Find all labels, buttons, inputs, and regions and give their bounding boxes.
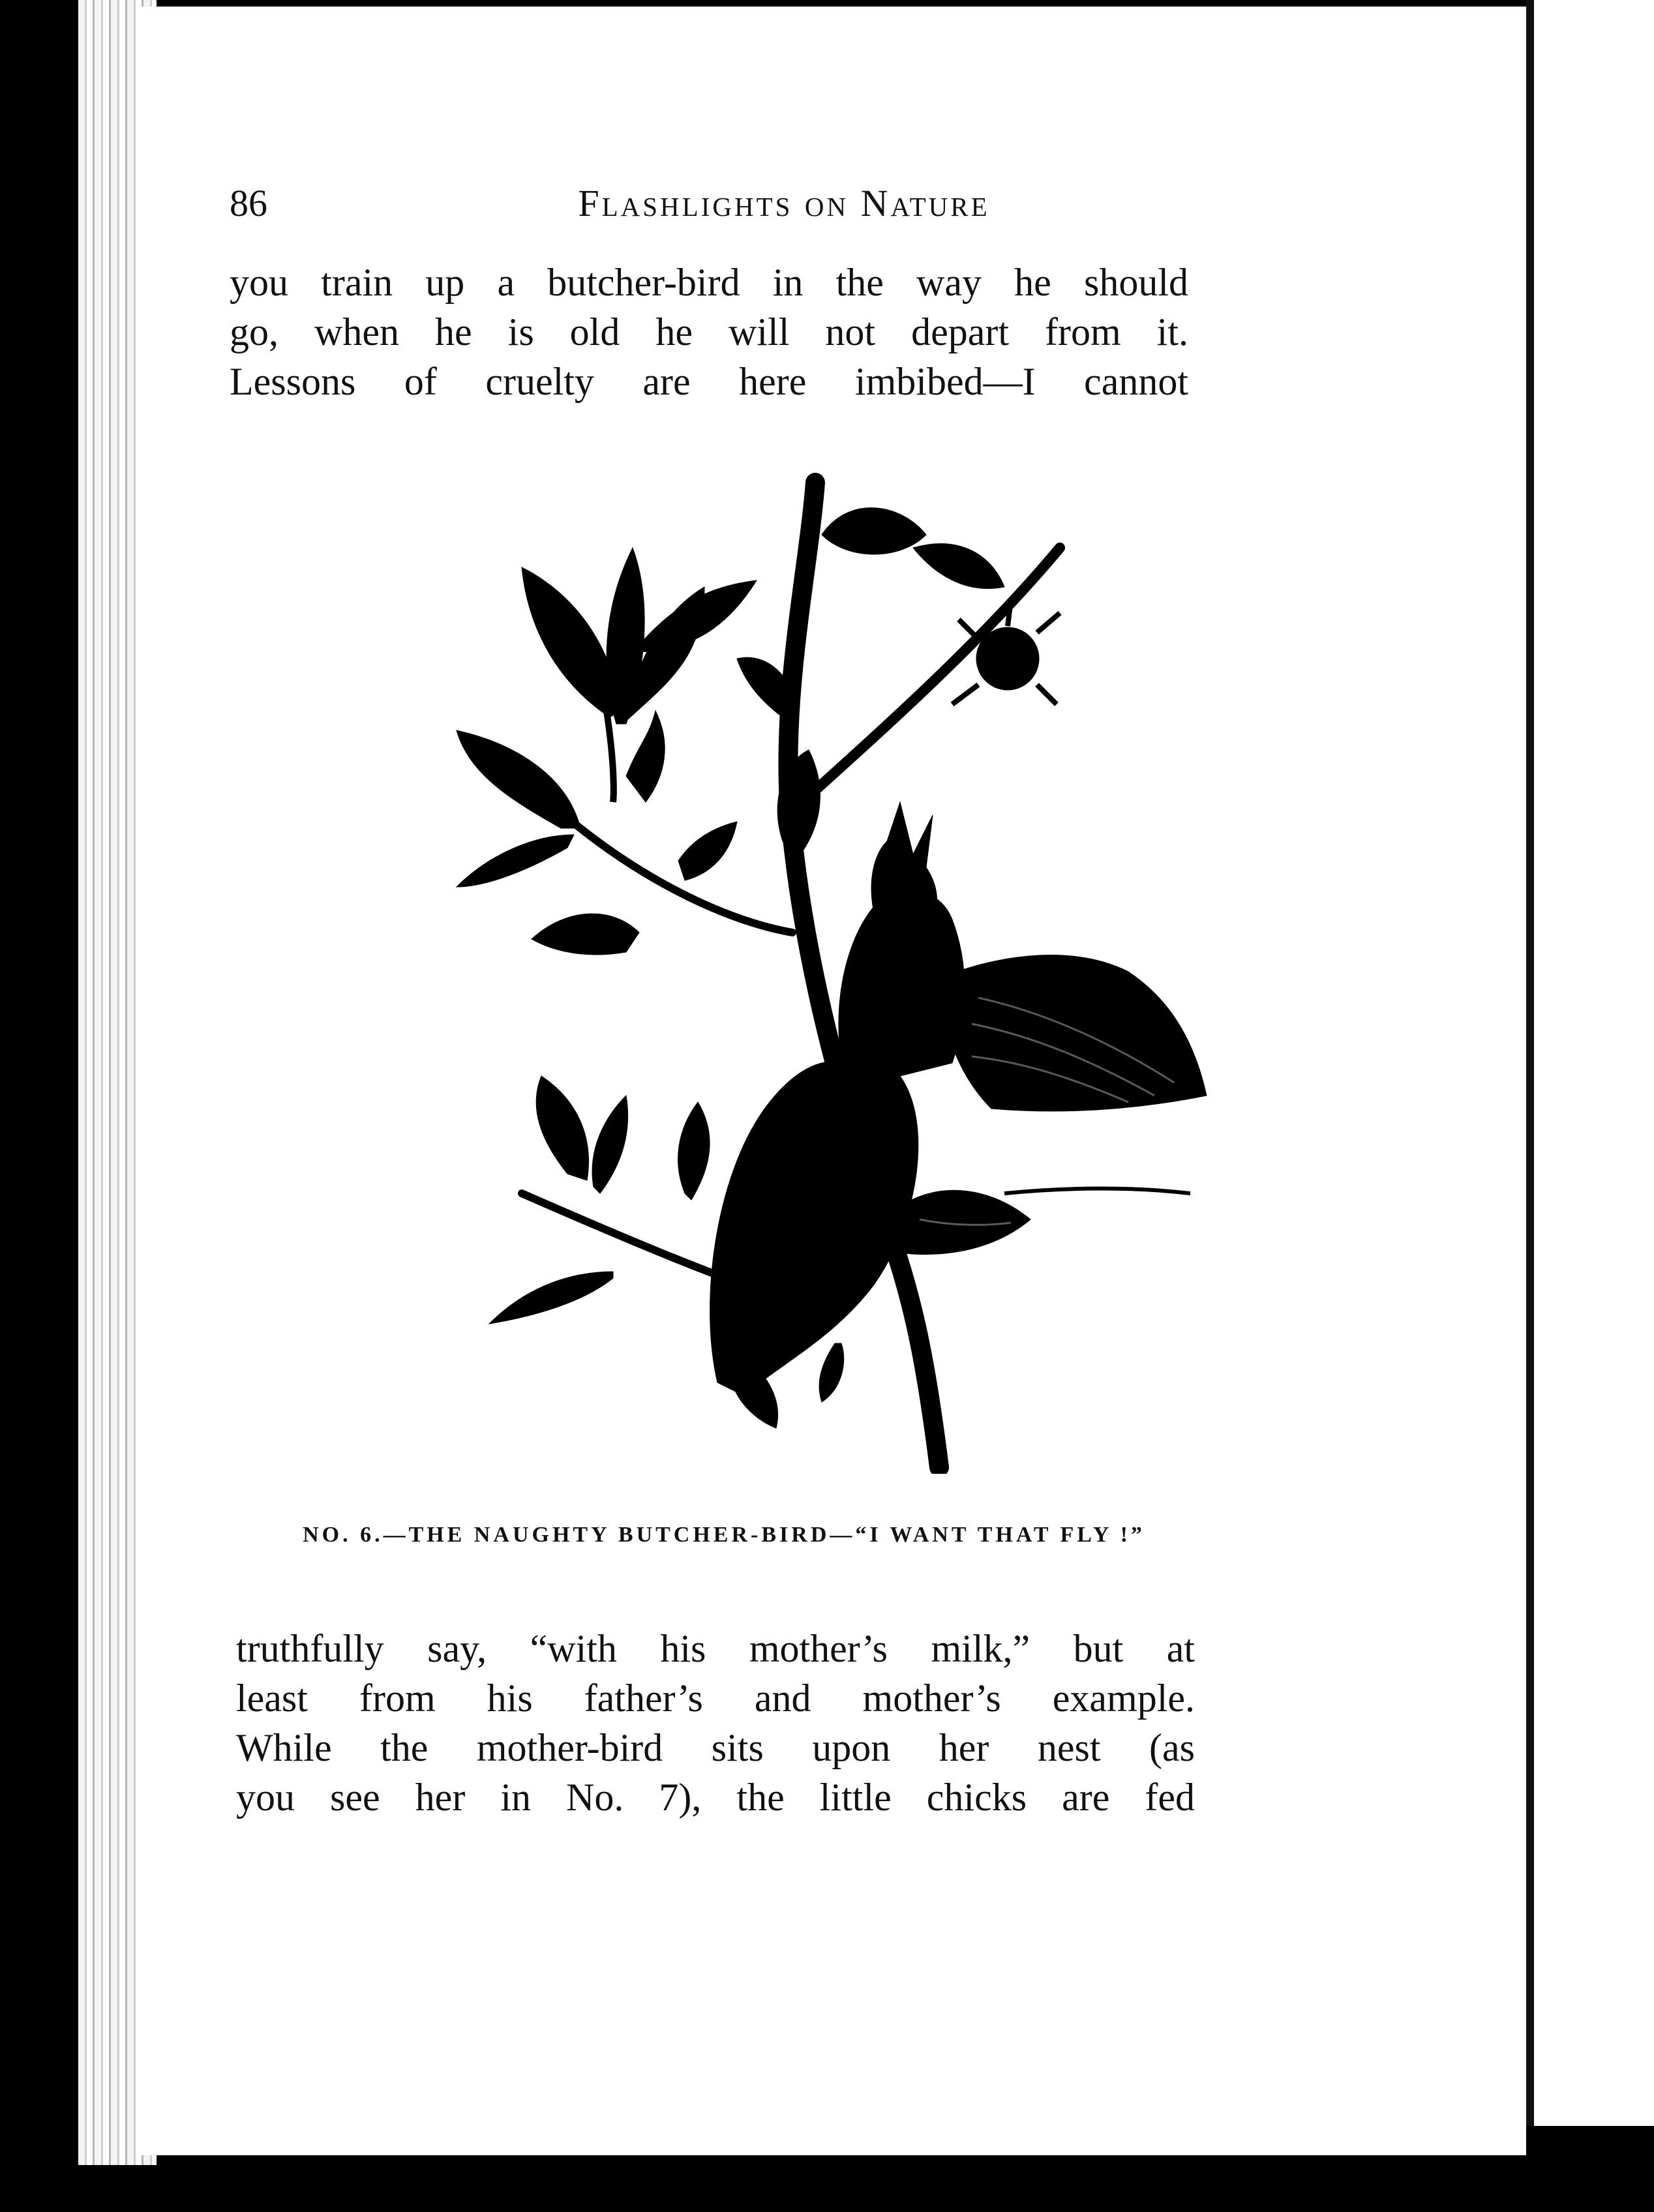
- page-number: 86: [230, 182, 267, 224]
- text-line: truthfully say, “with his mother’s milk,” but at: [236, 1627, 1195, 1670]
- facing-page-edge: [1526, 0, 1654, 2126]
- running-head: Flashlights on Nature: [578, 182, 990, 224]
- text-line: While the mother-bird sits upon her nest (as: [236, 1726, 1195, 1769]
- paragraph-bottom: [236, 1624, 1195, 1822]
- text-line: go, when he is old he will not depart from it.: [230, 310, 1188, 353]
- page-header: [230, 181, 1338, 233]
- figure-caption: NO. 6.—THE NAUGHTY BUTCHER-BIRD—“I WANT THAT FLY !”: [303, 1523, 1145, 1547]
- text-line: Lessons of cruelty are here imbibed—I cannot: [230, 360, 1188, 403]
- paragraph-top: [230, 258, 1188, 406]
- text-line: you see her in No. 7), the little chicks are fed: [236, 1776, 1195, 1819]
- text-line: you train up a butcher-bird in the way he should: [230, 261, 1188, 304]
- text-line: least from his father’s and mother’s example.: [236, 1677, 1195, 1720]
- butcher-bird-illustration: [417, 437, 1278, 1474]
